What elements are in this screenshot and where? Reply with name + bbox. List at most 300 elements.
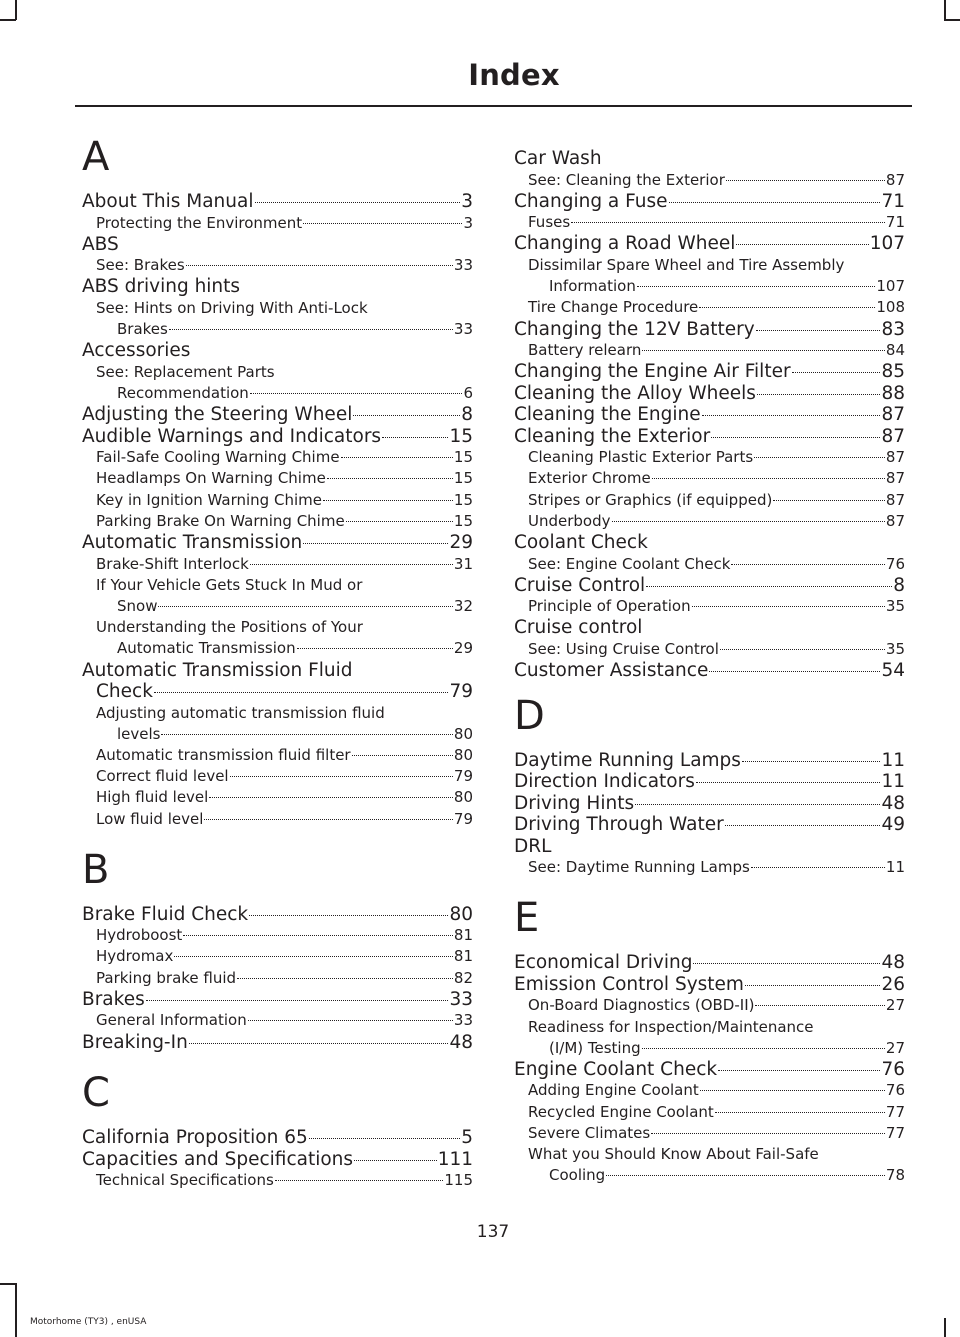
index-entry-breaking-in[interactable] — [82, 1032, 473, 1054]
index-subentry-principle-of-operation[interactable] — [514, 596, 905, 617]
crop-mark-top-right — [944, 0, 946, 20]
page-reference[interactable]: 27 — [885, 1038, 905, 1057]
entry-label-continued: Information — [549, 277, 636, 296]
index-entry-brake-fluid-check[interactable] — [82, 904, 473, 926]
dot-leader — [169, 329, 453, 330]
dot-leader — [303, 543, 448, 544]
index-entry-changing-the-engine-air-filter[interactable] — [514, 361, 905, 383]
entry-label: Cleaning the Exterior — [514, 425, 711, 447]
entry-label: Emission Control System — [514, 973, 744, 995]
index-subentry-parking-brake-on-warning-chime[interactable] — [82, 511, 473, 532]
dot-leader — [250, 564, 453, 565]
page-reference[interactable]: 76 — [885, 1081, 905, 1100]
entry-label: Accessories — [82, 340, 191, 362]
entry-label: General Information — [96, 1011, 247, 1030]
index-entry-brakes[interactable] — [82, 989, 473, 1011]
dot-leader — [715, 1112, 885, 1113]
dot-leader — [742, 761, 881, 762]
page-reference[interactable]: 5 — [461, 1127, 473, 1149]
page-reference[interactable]: 3 — [463, 213, 473, 232]
entry-label: Cleaning the Alloy Wheels — [514, 382, 756, 404]
dot-leader — [606, 1175, 885, 1176]
page-reference[interactable]: 6 — [463, 384, 473, 403]
dot-leader — [736, 244, 868, 245]
page-reference[interactable]: 76 — [885, 554, 905, 573]
page-reference[interactable]: 3 — [461, 191, 473, 212]
entry-label: Automatic Transmission — [82, 532, 303, 554]
index-subentry-see-replacement-parts[interactable] — [82, 362, 473, 404]
page-reference[interactable]: 48 — [449, 1031, 473, 1053]
page-reference[interactable]: 80 — [449, 903, 473, 925]
index-subentry-if-your-vehicle-gets-stuck-in-mud-or[interactable] — [82, 575, 473, 617]
entry-label: Battery relearn — [528, 341, 642, 360]
entry-label: See: Hints on Driving With Anti-Lock — [96, 298, 368, 317]
dot-leader — [651, 1133, 885, 1134]
section-letter-d: D — [514, 692, 545, 739]
index-subentry-see-daytime-running-lamps[interactable] — [514, 857, 905, 878]
entry-label: See: Engine Coolant Check — [528, 554, 731, 573]
dot-leader — [309, 1138, 460, 1139]
entry-label: Engine Coolant Check — [514, 1058, 718, 1080]
entry-label: Fail-Safe Cooling Warning Chime — [96, 448, 340, 467]
page-reference[interactable]: 79 — [453, 809, 473, 828]
entry-label: Exterior Chrome — [528, 469, 651, 488]
entry-label: Changing the Engine Air Filter — [514, 361, 791, 383]
index-subentry-low-fluid-level[interactable] — [82, 809, 473, 830]
page-reference[interactable]: 83 — [881, 318, 905, 340]
entry-label: Changing a Fuse — [514, 190, 668, 212]
page-reference[interactable]: 33 — [449, 988, 473, 1010]
page-reference[interactable]: 54 — [881, 660, 905, 682]
entry-label-continued: Check — [96, 681, 153, 703]
entry-label: Key in Ignition Warning Chime — [96, 490, 322, 509]
dot-leader — [158, 606, 452, 607]
index-entry-cleaning-the-exterior[interactable] — [514, 426, 905, 448]
index-entry-emission-control-system[interactable] — [514, 974, 905, 996]
index-subentry-readiness-for-inspection-maintenance[interactable] — [514, 1017, 905, 1059]
entry-label: Coolant Check — [514, 532, 648, 554]
page-reference[interactable]: 26 — [881, 973, 905, 995]
index-subentry-cleaning-plastic-exterior-parts[interactable] — [514, 447, 905, 468]
index-subentry-stripes-or-graphics-if-equipped[interactable] — [514, 490, 905, 511]
entry-label: Parking brake fluid — [96, 968, 237, 987]
page-reference[interactable]: 15 — [453, 469, 473, 488]
page-reference[interactable]: 115 — [444, 1171, 473, 1190]
entry-label: If Your Vehicle Gets Stuck In Mud or — [96, 575, 363, 594]
page-reference[interactable]: 27 — [885, 996, 905, 1015]
crop-mark-top-left-h — [0, 19, 16, 21]
index-subentry-headlamps-on-warning-chime[interactable] — [82, 468, 473, 489]
index-entry-automatic-transmission-fluid[interactable] — [82, 660, 473, 703]
dot-leader — [731, 564, 884, 565]
index-subentry-parking-brake-fluid[interactable] — [82, 968, 473, 989]
dot-leader — [248, 1020, 453, 1021]
dot-leader — [696, 782, 881, 783]
entry-label: Low fluid level — [96, 809, 204, 828]
entry-label: Correct fluid level — [96, 767, 229, 786]
dot-leader — [146, 1000, 449, 1001]
dot-leader — [725, 825, 881, 826]
index-subentry-understanding-the-positions-of-your[interactable] — [82, 617, 473, 659]
index-entry-automatic-transmission[interactable] — [82, 532, 473, 554]
entry-label: High fluid level — [96, 788, 209, 807]
page-reference[interactable]: 84 — [885, 341, 905, 360]
dot-leader — [612, 521, 885, 522]
index-subentry-on-board-diagnostics-obd-ii[interactable] — [514, 995, 905, 1016]
entry-label: Stripes or Graphics (if equipped) — [528, 490, 773, 509]
dot-leader — [249, 915, 448, 916]
page-reference[interactable]: 32 — [453, 596, 473, 615]
page-reference[interactable]: 78 — [885, 1166, 905, 1185]
index-entry-economical-driving[interactable] — [514, 952, 905, 974]
dot-leader — [700, 1090, 885, 1091]
crop-mark-bottom-left — [15, 1283, 17, 1337]
dot-leader — [354, 1160, 437, 1161]
index-entry-abs-driving-hints[interactable] — [82, 276, 473, 298]
page-reference[interactable]: 29 — [453, 639, 473, 658]
entry-label: Understanding the Positions of Your — [96, 618, 363, 637]
entry-label: Tire Change Procedure — [528, 298, 699, 317]
page-reference[interactable]: 107 — [869, 233, 905, 255]
dot-leader — [174, 956, 453, 957]
entry-label: Brake-Shift Interlock — [96, 554, 249, 573]
crop-mark-top-left — [15, 0, 17, 20]
entry-label: Brake Fluid Check — [82, 903, 249, 925]
index-entry-drl[interactable] — [514, 836, 905, 858]
page-reference[interactable]: 15 — [453, 448, 473, 467]
page-reference[interactable]: 48 — [881, 952, 905, 974]
page-reference[interactable]: 76 — [881, 1058, 905, 1080]
index-subentry-correct-fluid-level[interactable] — [82, 766, 473, 787]
page-reference[interactable]: 15 — [453, 511, 473, 530]
entry-label-continued: (I/M) Testing — [549, 1038, 641, 1057]
dot-leader — [711, 437, 880, 438]
dot-leader — [637, 286, 876, 287]
dot-leader — [669, 202, 881, 203]
page-reference[interactable]: 81 — [453, 947, 473, 966]
dot-leader — [250, 393, 463, 394]
dot-leader — [702, 415, 881, 416]
page-reference[interactable]: 88 — [881, 382, 905, 404]
dot-leader — [189, 1043, 449, 1044]
entry-label: See: Replacement Parts — [96, 362, 275, 381]
entry-label-continued: Automatic Transmission — [117, 639, 296, 658]
entry-label: Severe Climates — [528, 1123, 651, 1142]
page-reference[interactable]: 33 — [453, 256, 473, 275]
index-subentry-underbody[interactable] — [514, 511, 905, 532]
dot-leader — [323, 500, 453, 501]
entry-label: Capacities and Specifications — [82, 1148, 354, 1170]
page-reference[interactable]: 107 — [876, 277, 905, 296]
entry-label: Dissimilar Spare Wheel and Tire Assembly — [528, 255, 845, 274]
entry-label: Brakes — [82, 988, 145, 1010]
page-reference[interactable]: 48 — [881, 792, 905, 814]
dot-leader — [757, 394, 881, 395]
entry-label: Hydroboost — [96, 926, 183, 945]
index-entry-cleaning-the-alloy-wheels[interactable] — [514, 383, 905, 405]
dot-leader — [161, 734, 452, 735]
entry-label: Changing a Road Wheel — [514, 233, 736, 255]
entry-label: What you Should Know About Fail-Safe — [528, 1145, 819, 1164]
page-reference[interactable]: 8 — [893, 574, 905, 596]
dot-leader — [692, 606, 885, 607]
section-letter-e: E — [514, 895, 540, 942]
dot-leader — [382, 437, 448, 438]
entry-label: Parking Brake On Warning Chime — [96, 511, 345, 530]
section-gap — [514, 682, 905, 696]
dot-leader — [709, 671, 880, 672]
index-subentry-protecting-the-environment[interactable] — [82, 213, 473, 234]
entry-label-continued: Snow — [117, 596, 158, 615]
index-entry-coolant-check[interactable] — [514, 532, 905, 554]
entry-label: Adjusting automatic transmission fluid — [96, 703, 385, 722]
page-reference[interactable]: 87 — [885, 490, 905, 509]
index-subentry-see-using-cruise-control[interactable] — [514, 639, 905, 660]
entry-label-continued: Recommendation — [117, 384, 249, 403]
index-subentry-automatic-transmission-fluid-filter[interactable] — [82, 745, 473, 766]
entry-label: Technical Specifications — [96, 1171, 274, 1190]
dot-leader — [642, 350, 885, 351]
index-subentry-exterior-chrome[interactable] — [514, 468, 905, 489]
entry-label: Cleaning Plastic Exterior Parts — [528, 448, 754, 467]
section-gap — [514, 878, 905, 892]
entry-label: Cruise Control — [514, 574, 646, 596]
entry-label: Fuses — [528, 213, 571, 232]
dot-leader — [571, 222, 885, 223]
index-subentry-hydroboost[interactable] — [82, 925, 473, 946]
page-reference[interactable]: 108 — [876, 298, 905, 317]
index-entry-adjusting-the-steering-wheel[interactable] — [82, 404, 473, 426]
page-reference[interactable]: 87 — [885, 448, 905, 467]
page-reference[interactable]: 80 — [453, 724, 473, 743]
index-subentry-see-engine-coolant-check[interactable] — [514, 554, 905, 575]
entry-label: ABS driving hints — [82, 276, 241, 298]
index-entry-about-this-manual[interactable] — [82, 191, 473, 213]
dot-leader — [646, 586, 892, 587]
dot-leader — [275, 1180, 444, 1181]
index-subentry-high-fluid-level[interactable] — [82, 787, 473, 808]
index-subentry-what-you-should-know-about-fail-safe[interactable] — [514, 1144, 905, 1186]
dot-leader — [751, 867, 885, 868]
entry-label: See: Daytime Running Lamps — [528, 858, 750, 877]
entry-label: Adding Engine Coolant — [528, 1081, 699, 1100]
index-entry-capacities-and-specifications[interactable] — [82, 1149, 473, 1171]
entry-label: See: Cleaning the Exterior — [528, 170, 725, 189]
page-reference[interactable]: 87 — [885, 469, 905, 488]
dot-leader — [754, 457, 885, 458]
page-reference[interactable]: 31 — [453, 554, 473, 573]
index-subentry-key-in-ignition-warning-chime[interactable] — [82, 490, 473, 511]
page-reference[interactable]: 87 — [885, 170, 905, 189]
page-reference[interactable]: 80 — [453, 745, 473, 764]
entry-label: Automatic Transmission Fluid — [82, 659, 353, 681]
dot-leader — [209, 797, 453, 798]
dot-leader — [699, 307, 875, 308]
dot-leader — [755, 1005, 884, 1006]
page-reference[interactable]: 35 — [885, 597, 905, 616]
index-entry-california-proposition-65[interactable] — [82, 1127, 473, 1149]
crop-mark-bottom-left-h — [0, 1283, 16, 1285]
page-reference[interactable]: 87 — [881, 425, 905, 447]
page-reference[interactable]: 77 — [885, 1123, 905, 1142]
page-reference[interactable]: 8 — [461, 404, 473, 426]
dot-leader — [720, 649, 885, 650]
dot-leader — [352, 755, 453, 756]
index-subentry-dissimilar-spare-wheel-and-tire-assembly[interactable] — [514, 255, 905, 297]
entry-label-continued: Cooling — [549, 1166, 606, 1185]
page-reference[interactable]: 87 — [885, 511, 905, 530]
page-reference[interactable]: 81 — [453, 926, 473, 945]
page-reference[interactable]: 77 — [885, 1102, 905, 1121]
index-entry-audible-warnings-and-indicators[interactable] — [82, 426, 473, 448]
dot-leader — [341, 457, 453, 458]
page-title: Index — [468, 58, 560, 92]
page-reference[interactable]: 85 — [881, 361, 905, 383]
entry-label-continued: levels — [117, 724, 161, 743]
dot-leader — [745, 985, 881, 986]
entry-label: Changing the 12V Battery — [514, 318, 755, 340]
index-entry-accessories[interactable] — [82, 340, 473, 362]
index-subentry-brake-shift-interlock[interactable] — [82, 554, 473, 575]
index-subentry-tire-change-procedure[interactable] — [514, 297, 905, 318]
entry-label: Driving Through Water — [514, 814, 724, 836]
entry-label: Cruise control — [514, 617, 643, 639]
page-reference[interactable]: 87 — [881, 404, 905, 426]
entry-label: Audible Warnings and Indicators — [82, 425, 382, 447]
index-subentry-adding-engine-coolant[interactable] — [514, 1080, 905, 1101]
page-reference[interactable]: 15 — [453, 490, 473, 509]
index-column-left — [82, 134, 473, 1191]
index-subentry-fail-safe-cooling-warning-chime[interactable] — [82, 447, 473, 468]
entry-label: About This Manual — [82, 191, 254, 212]
footer-text: Motorhome (TY3) , enUSA — [30, 1317, 147, 1327]
dot-leader — [642, 1048, 885, 1049]
crop-mark-bottom-right — [944, 1318, 946, 1337]
entry-label: Cleaning the Engine — [514, 404, 701, 426]
page-reference[interactable]: 29 — [449, 532, 473, 554]
dot-leader — [773, 500, 885, 501]
entry-label: ABS — [82, 233, 119, 255]
dot-leader — [303, 223, 462, 224]
page-number: 137 — [476, 1222, 510, 1242]
dot-leader — [297, 648, 453, 649]
index-entry-daytime-running-lamps[interactable] — [514, 750, 905, 772]
dot-leader — [230, 776, 453, 777]
index-subentry-fuses[interactable] — [514, 212, 905, 233]
dot-leader — [204, 819, 453, 820]
section-gap — [82, 1053, 473, 1067]
index-entry-changing-a-fuse[interactable] — [514, 191, 905, 213]
index-subentry-see-cleaning-the-exterior[interactable] — [514, 170, 905, 191]
page-reference[interactable]: 79 — [453, 767, 473, 786]
index-entry-customer-assistance[interactable] — [514, 660, 905, 682]
page-reference[interactable]: 82 — [453, 968, 473, 987]
entry-label: Direction Indicators — [514, 771, 695, 793]
dot-leader — [652, 478, 885, 479]
page-reference[interactable]: 11 — [885, 858, 905, 877]
entry-label: See: Brakes — [96, 256, 185, 275]
index-entry-changing-a-road-wheel[interactable] — [514, 233, 905, 255]
section-letter-c: C — [82, 1070, 110, 1117]
entry-label: Readiness for Inspection/Maintenance — [528, 1017, 814, 1036]
entry-label: Daytime Running Lamps — [514, 749, 741, 771]
page-reference[interactable]: 71 — [881, 190, 905, 212]
index-entry-cleaning-the-engine[interactable] — [514, 404, 905, 426]
dot-leader — [693, 963, 880, 964]
dot-leader — [186, 265, 453, 266]
index-entry-changing-the-12v-battery[interactable] — [514, 319, 905, 341]
index-entry-car-wash[interactable] — [514, 148, 905, 170]
dot-leader — [792, 372, 881, 373]
index-subentry-battery-relearn[interactable] — [514, 340, 905, 361]
entry-label: DRL — [514, 835, 552, 857]
entry-label: Customer Assistance — [514, 660, 709, 682]
entry-label: Automatic transmission fluid filter — [96, 745, 351, 764]
dot-leader — [346, 521, 453, 522]
page-reference[interactable]: 11 — [881, 771, 905, 793]
index-subentry-adjusting-automatic-transmission-fluid[interactable] — [82, 703, 473, 745]
index-subentry-hydromax[interactable] — [82, 946, 473, 967]
entry-label: Breaking-In — [82, 1031, 188, 1053]
dot-leader — [718, 1070, 880, 1071]
index-entry-driving-through-water[interactable] — [514, 814, 905, 836]
entry-label: California Proposition 65 — [82, 1127, 308, 1149]
entry-label: Adjusting the Steering Wheel — [82, 404, 353, 426]
index-entry-cruise-control[interactable] — [514, 617, 905, 639]
entry-label: On-Board Diagnostics (OBD-II) — [528, 996, 755, 1015]
page-reference[interactable]: 35 — [885, 639, 905, 658]
index-subentry-general-information[interactable] — [82, 1010, 473, 1031]
page-reference[interactable]: 80 — [453, 788, 473, 807]
index-entry-engine-coolant-check[interactable] — [514, 1059, 905, 1081]
page-reference[interactable]: 33 — [453, 320, 473, 339]
page-reference[interactable]: 33 — [453, 1011, 473, 1030]
dot-leader — [154, 692, 449, 693]
entry-label: Principle of Operation — [528, 597, 691, 616]
page-reference[interactable]: 49 — [881, 814, 905, 836]
entry-label: Recycled Engine Coolant — [528, 1102, 714, 1121]
page-reference[interactable]: 79 — [449, 681, 473, 703]
index-subentry-see-brakes[interactable] — [82, 255, 473, 276]
page-reference[interactable]: 11 — [881, 749, 905, 771]
index-entry-driving-hints[interactable] — [514, 793, 905, 815]
entry-label: Hydromax — [96, 947, 174, 966]
index-subentry-see-hints-on-driving-with-anti-lock[interactable] — [82, 298, 473, 340]
dot-leader — [255, 202, 461, 203]
dot-leader — [183, 935, 453, 936]
section-gap — [82, 830, 473, 844]
index-subentry-technical-specifications[interactable] — [82, 1170, 473, 1191]
crop-mark-top-right-h — [944, 19, 960, 21]
entry-label: Driving Hints — [514, 792, 635, 814]
dot-leader — [237, 978, 453, 979]
dot-leader — [756, 330, 881, 331]
index-subentry-severe-climates[interactable] — [514, 1123, 905, 1144]
dot-leader — [353, 415, 460, 416]
entry-label: Headlamps On Warning Chime — [96, 469, 326, 488]
entry-label: Car Wash — [514, 148, 602, 169]
index-subentry-recycled-engine-coolant[interactable] — [514, 1102, 905, 1123]
entry-label: See: Using Cruise Control — [528, 639, 719, 658]
section-letter-b: B — [82, 846, 110, 893]
index-entry-direction-indicators[interactable] — [514, 771, 905, 793]
index-entry-cruise-control[interactable] — [514, 575, 905, 597]
page-reference[interactable]: 111 — [437, 1148, 473, 1170]
page-reference[interactable]: 71 — [885, 213, 905, 232]
index-entry-abs[interactable] — [82, 234, 473, 256]
entry-label: Economical Driving — [514, 952, 693, 974]
page-reference[interactable]: 15 — [449, 425, 473, 447]
